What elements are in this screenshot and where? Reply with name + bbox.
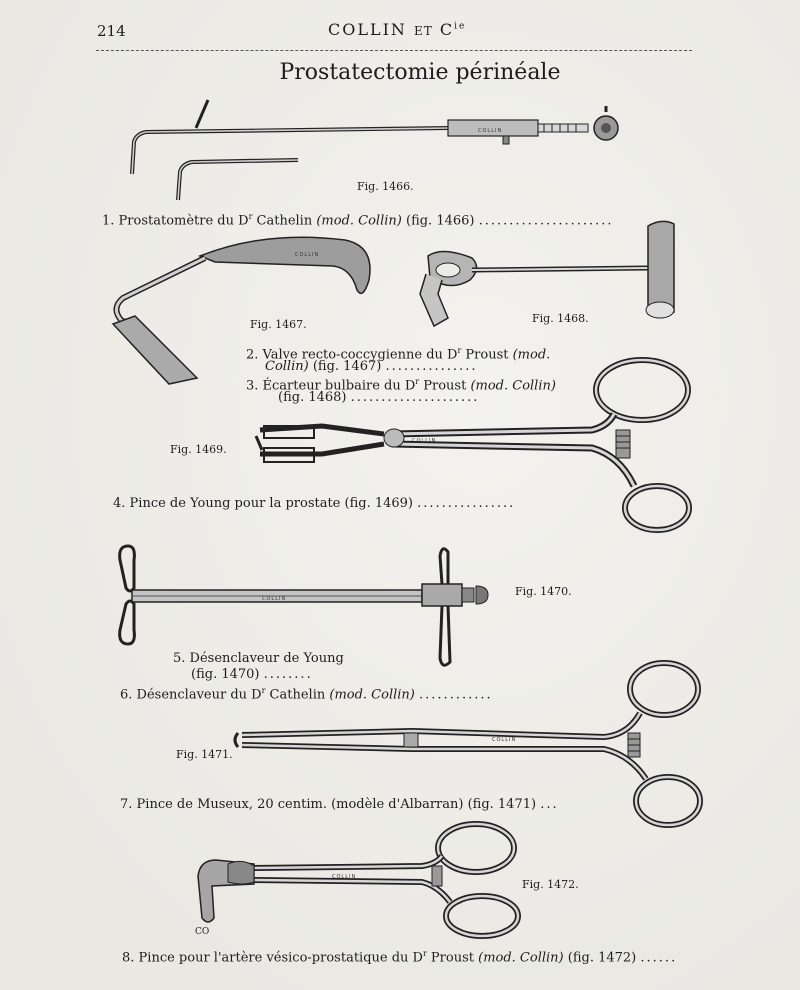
figure-label-1468: Fig. 1468.	[532, 312, 589, 325]
brand-mark-1471: COLLIN	[492, 737, 517, 743]
catalog-entry-3: 3. Écarteur bulbaire du $D^r$ Proust (mod. Collin)	[246, 377, 556, 394]
publisher-name: COLLIN	[328, 20, 407, 39]
brand-mark-1469: COLLIN	[412, 438, 437, 444]
brand-mark-1472: COLLIN	[332, 874, 357, 880]
figure-label-1472: Fig. 1472.	[522, 878, 579, 891]
publisher-cie-sup: ie	[454, 21, 467, 32]
brand-mark-1466: COLLIN	[478, 128, 503, 134]
catalog-entry-6: 6. Désenclaveur du $D^r$ Cathelin (mod. Collin) ............	[120, 686, 493, 703]
figure-label-1467: Fig. 1467.	[250, 318, 307, 331]
catalog-entry-8: 8. Pince pour l'artère vésico-prostatique du $D^r$ Proust (mod. Collin) (fig. 1472) ......	[122, 949, 678, 966]
running-head	[0, 18, 800, 48]
catalog-entry-5: 5. Désenclaveur de Young	[173, 651, 344, 666]
figure-label-1466: Fig. 1466.	[357, 180, 414, 193]
figure-label-1471: Fig. 1471.	[176, 748, 233, 761]
page-title: Prostatectomie périnéale	[279, 60, 561, 85]
maker-mark: CO	[195, 927, 210, 937]
brand-mark-1467: COLLIN	[295, 252, 320, 258]
running-title	[328, 20, 466, 39]
catalog-entry-7: 7. Pince de Museux, 20 centim. (modèle d'Albarran) (fig. 1471) ...	[120, 797, 559, 812]
publisher-et: ET	[414, 24, 433, 38]
catalog-entry-3-cont: (fig. 1468) .....................	[278, 390, 480, 405]
catalog-entry-1: 1. Prostatomètre du $D^r$ Cathelin (mod. Collin) (fig. 1466) ......................	[102, 212, 614, 229]
figure-1472-proust-forceps	[192, 820, 522, 942]
catalog-entry-2: 2. Valve recto-coccygienne du $D^r$ Proust (mod.	[246, 346, 551, 363]
head-rule	[96, 50, 692, 51]
figure-label-1469: Fig. 1469.	[170, 443, 227, 456]
figure-label-1470: Fig. 1470.	[515, 585, 572, 598]
proust-forceps-drawing	[192, 820, 522, 942]
publisher-cie: C	[439, 20, 455, 39]
catalog-entry-4: 4. Pince de Young pour la prostate (fig. 1469) ................	[113, 496, 516, 511]
catalog-entry-2-cont: Collin) (fig. 1467) ...............	[265, 359, 478, 374]
page-number: 214	[97, 22, 126, 40]
catalog-entry-5-cont: (fig. 1470) ........	[191, 667, 313, 682]
brand-mark-1470: COLLIN	[262, 596, 287, 602]
